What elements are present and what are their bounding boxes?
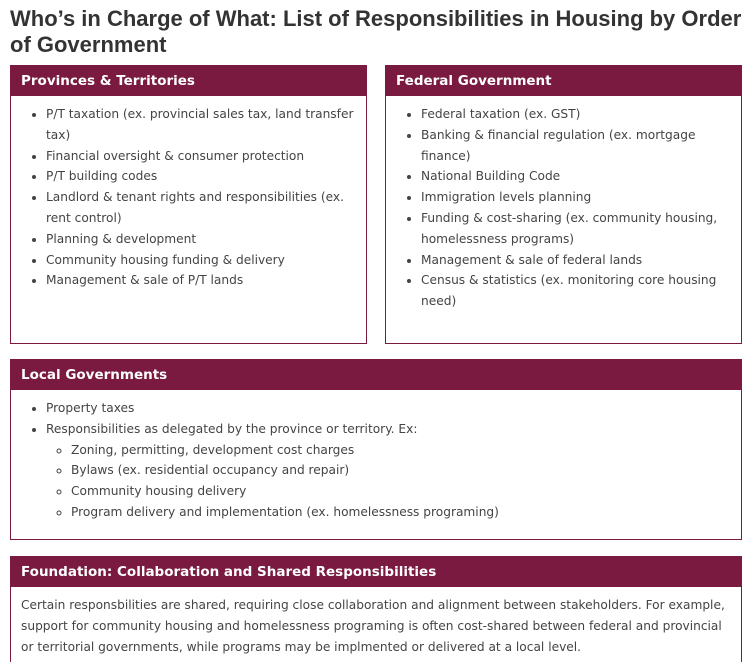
foundation-text: Certain responsbilities are shared, requiring close collaboration and alignment between stakeholders. For example, support for community housing and homelessness programing is often cost-shared between federal and provincial or territorial governments, while programs may be implmented or delivered at a local level. (21, 598, 725, 654)
federal-government-list (386, 96, 741, 312)
page-title: Who’s in Charge of What: List of Responsibilities in Housing by Order of Government (10, 6, 742, 57)
foundation-card (10, 556, 742, 662)
sub-list-item: ◦ Program delivery and implementation (ex. homelessness programing) (71, 502, 729, 523)
foundation-heading: Foundation: Collaboration and Shared Responsibilities (11, 557, 741, 587)
list-item (46, 419, 729, 523)
federal-government-card (385, 65, 742, 344)
list-item: • Federal taxation (ex. GST) (421, 104, 729, 125)
list-item: • Management & sale of federal lands (421, 250, 729, 271)
provinces-territories-list (11, 96, 366, 291)
sub-list-item: ◦ Zoning, permitting, development cost charges (71, 440, 729, 461)
provinces-territories-card (10, 65, 367, 344)
list-item: • Landlord & tenant rights and responsibilities (ex. rent control) (46, 187, 354, 229)
sub-list-item: ◦ Bylaws (ex. residential occupancy and repair) (71, 460, 729, 481)
list-item: • Funding & cost-sharing (ex. community housing, homelessness programs) (421, 208, 729, 250)
federal-government-heading: Federal Government (386, 66, 741, 96)
list-item: • Banking & financial regulation (ex. mortgage finance) (421, 125, 729, 167)
delegated-responsibilities-list (46, 440, 729, 523)
list-item: • Management & sale of P/T lands (46, 270, 354, 291)
sub-list-item: ◦ Community housing delivery (71, 481, 729, 502)
list-item: • Planning & development (46, 229, 354, 250)
list-item: • P/T taxation (ex. provincial sales tax, land transfer tax) (46, 104, 354, 146)
list-item: • Census & statistics (ex. monitoring core housing need) (421, 270, 729, 312)
list-item: • National Building Code (421, 166, 729, 187)
list-item: • Community housing funding & delivery (46, 250, 354, 271)
list-item: • Immigration levels planning (421, 187, 729, 208)
list-item: • Property taxes (46, 398, 729, 419)
local-governments-list (11, 390, 741, 523)
list-item: • P/T building codes (46, 166, 354, 187)
list-item-text: Responsibilities as delegated by the province or territory. Ex: (46, 421, 418, 436)
local-governments-card (10, 359, 742, 540)
provinces-territories-heading: Provinces & Territories (11, 66, 366, 96)
local-governments-heading: Local Governments (11, 360, 741, 390)
list-item: • Financial oversight & consumer protection (46, 146, 354, 167)
